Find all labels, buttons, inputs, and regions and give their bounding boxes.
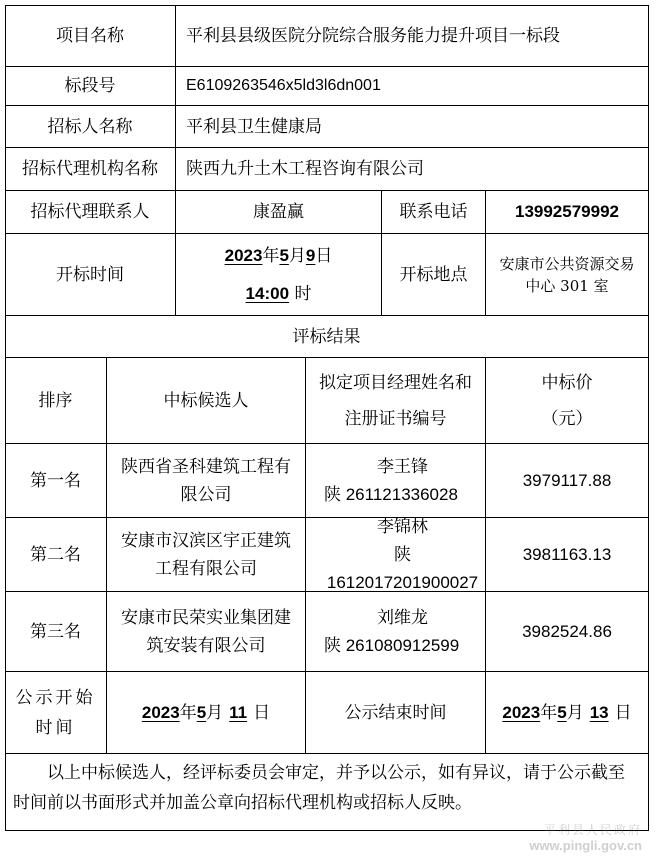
project-name-label: 项目名称 <box>5 5 176 67</box>
hour-char: 时 <box>294 283 312 304</box>
phone-value: 13992579992 <box>486 191 649 234</box>
candidate-manager-name: 李锦林 <box>377 516 428 537</box>
open-day: 9 <box>305 245 316 265</box>
candidate-company: 安康市民荣实业集团建筑安装有限公司 <box>107 592 306 672</box>
agency-contact-label: 招标代理联系人 <box>5 191 176 234</box>
open-date <box>225 237 333 275</box>
watermark-line2: www.pingli.gov.cn <box>529 838 642 853</box>
candidate-manager <box>306 592 486 672</box>
publicity-start-year: 2023 <box>141 702 180 722</box>
candidate-cert: 陕 261080912599 <box>324 635 460 655</box>
phone-label: 联系电话 <box>382 191 486 234</box>
month-char: 月 <box>288 245 306 266</box>
agency-contact-value: 康盈赢 <box>176 191 382 234</box>
publicity-start-label: 公示开始时间 <box>5 672 107 754</box>
notice-text: 以上中标候选人，经评标委员会审定，并予以公示，如有异议，请于公示截至时间前以书面形式并加盖公章向招标代理机构或招标人反映。 <box>5 754 649 831</box>
open-place-value: 安康市公共资源交易中心 301 室 <box>486 234 649 316</box>
agency-value: 陕西九升土木工程咨询有限公司 <box>176 148 649 191</box>
candidate-company: 安康市汉滨区宇正建筑工程有限公司 <box>107 518 306 592</box>
candidate-rank: 第二名 <box>5 518 107 592</box>
project-name-value: 平利县县级医院分院综合服务能力提升项目一标段 <box>176 5 649 67</box>
agency-label: 招标代理机构名称 <box>5 148 176 191</box>
section-no-label: 标段号 <box>5 67 176 106</box>
open-time-value <box>176 234 382 316</box>
candidate-rank: 第一名 <box>5 444 107 518</box>
tenderer-label: 招标人名称 <box>5 106 176 148</box>
open-month: 5 <box>279 245 289 265</box>
results-title: 评标结果 <box>5 316 649 358</box>
candidate-company: 陕西省圣科建筑工程有限公司 <box>107 444 306 518</box>
publicity-end-year: 2023 <box>502 702 541 722</box>
header-manager <box>306 358 486 444</box>
publicity-end-month: 5 <box>557 702 567 722</box>
header-price-line1: 中标价 <box>541 372 593 393</box>
candidate-cert: 陕 261121336028 <box>324 484 458 504</box>
publicity-end-value <box>486 672 649 754</box>
publicity-end-day: 13 <box>589 702 609 722</box>
open-hour-line <box>246 275 312 313</box>
candidate-cert: 陕 1612017201900027 <box>326 544 479 592</box>
month-char: 月 <box>206 702 224 723</box>
day-char: 日 <box>253 702 271 723</box>
month-char: 月 <box>566 702 584 723</box>
day-char: 日 <box>614 702 632 723</box>
candidate-price: 3981163.13 <box>486 518 649 592</box>
candidate-rank: 第三名 <box>5 592 107 672</box>
watermark-line1: 平利县人民政府 <box>543 823 642 837</box>
section-no-value: E6109263546x5ld3l6dn001 <box>176 67 649 106</box>
header-manager-line1: 拟定项目经理姓名和 <box>319 372 472 393</box>
candidate-price: 3979117.88 <box>486 444 649 518</box>
candidate-manager-name: 刘维龙 <box>377 607 428 628</box>
year-char: 年 <box>540 702 558 723</box>
header-manager-line2: 注册证书编号 <box>344 408 447 429</box>
open-place-label: 开标地点 <box>382 234 486 316</box>
candidate-manager <box>306 518 486 592</box>
publicity-end-label: 公示结束时间 <box>306 672 486 754</box>
header-price <box>486 358 649 444</box>
open-year: 2023 <box>224 245 263 265</box>
open-hour: 14:00 <box>245 283 290 303</box>
header-candidate: 中标候选人 <box>107 358 306 444</box>
publicity-start-value <box>107 672 306 754</box>
publicity-start-day: 11 <box>229 702 248 722</box>
year-char: 年 <box>262 245 280 266</box>
header-rank: 排序 <box>5 358 107 444</box>
candidate-manager <box>306 444 486 518</box>
day-char: 日 <box>315 245 333 266</box>
watermark-logo <box>482 822 642 858</box>
candidate-price: 3982524.86 <box>486 592 649 672</box>
header-price-line2: （元） <box>541 408 593 429</box>
publicity-start-month: 5 <box>196 702 207 722</box>
year-char: 年 <box>179 702 197 723</box>
candidate-manager-name: 李王锋 <box>377 456 428 477</box>
tenderer-value: 平利县卫生健康局 <box>176 106 649 148</box>
open-time-label: 开标时间 <box>5 234 176 316</box>
